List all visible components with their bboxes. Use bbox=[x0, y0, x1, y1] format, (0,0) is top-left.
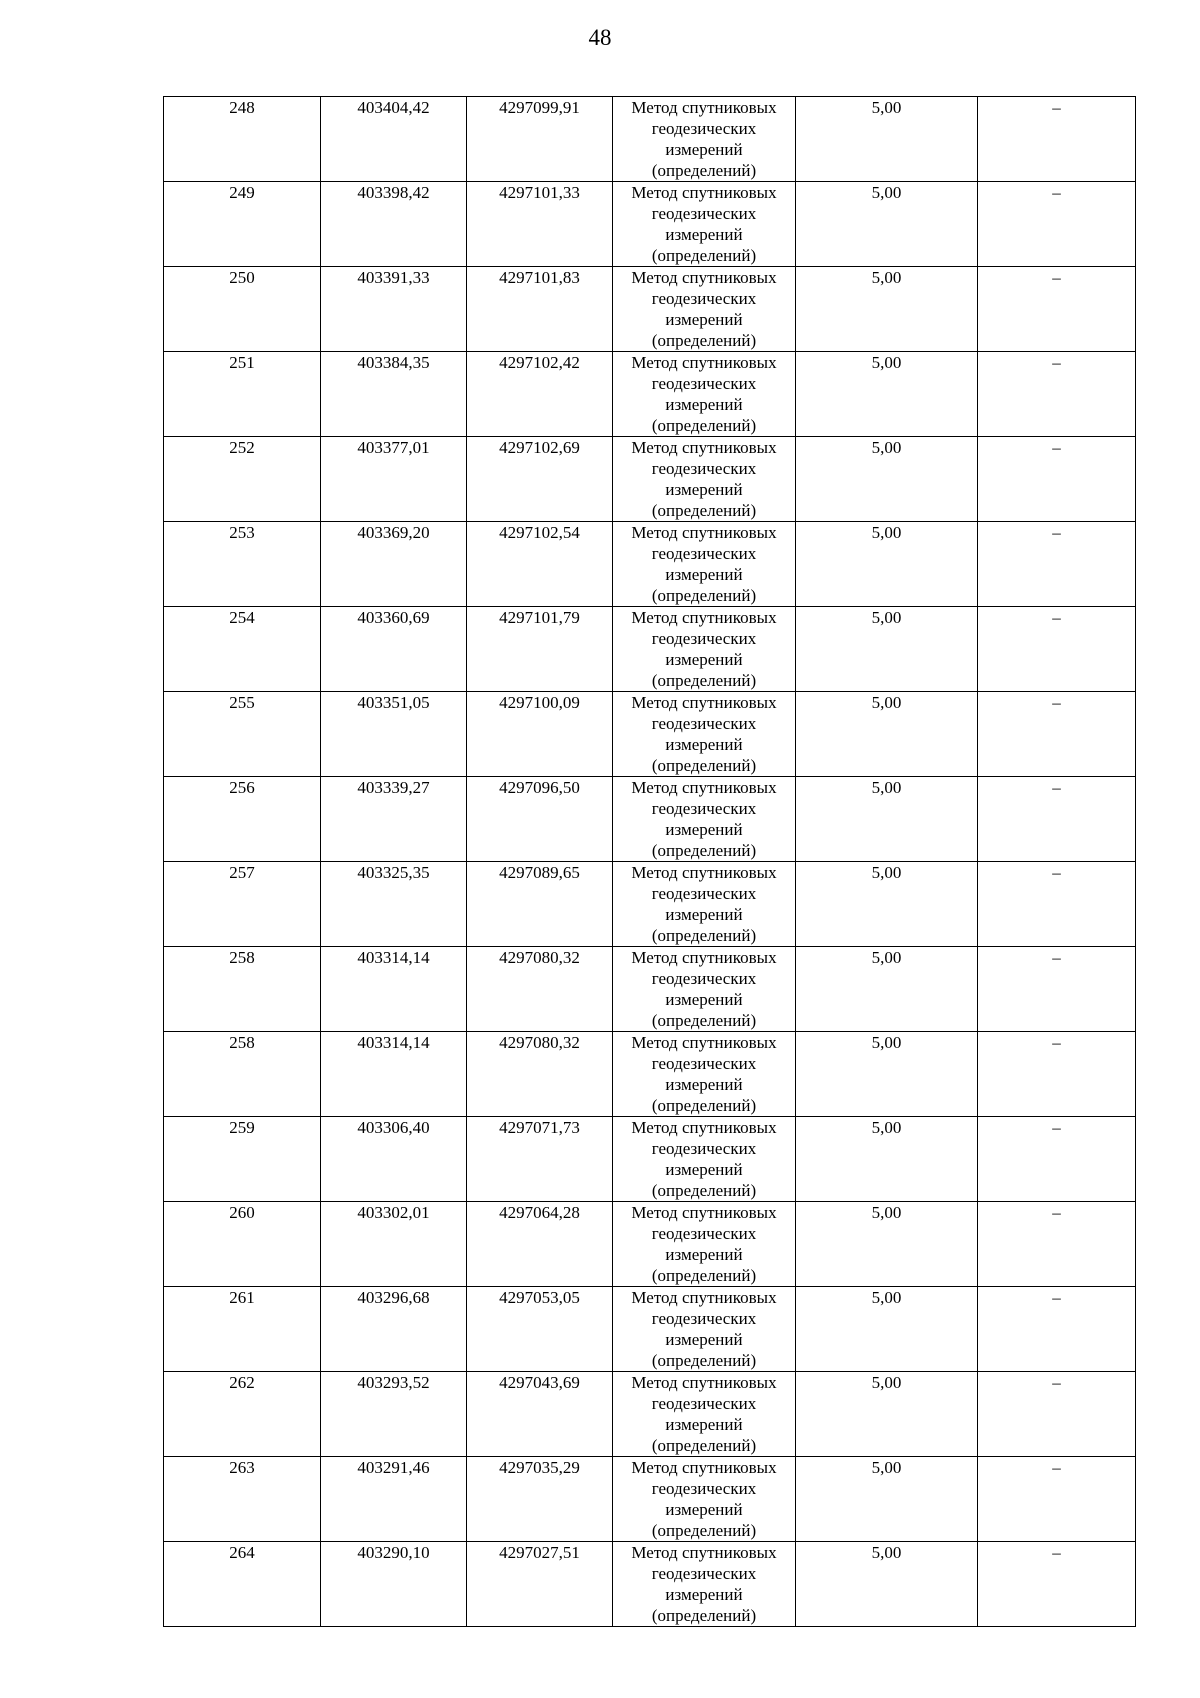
method-text-line: измерений bbox=[665, 480, 743, 499]
method-text-line: Метод спутниковых bbox=[631, 268, 777, 287]
precision-cell: 5,00 bbox=[796, 1287, 978, 1372]
y-coordinate-cell: 4297101,83 bbox=[467, 267, 613, 352]
method-text-line: Метод спутниковых bbox=[631, 778, 777, 797]
table-row bbox=[164, 1117, 1136, 1202]
method-text-line: геодезических bbox=[651, 1564, 757, 1583]
method-text-line: геодезических bbox=[651, 1394, 757, 1413]
table-row bbox=[164, 1542, 1136, 1627]
description-cell: – bbox=[978, 267, 1136, 352]
description-cell: – bbox=[978, 692, 1136, 777]
method-cell bbox=[613, 352, 796, 437]
description-cell: – bbox=[978, 1372, 1136, 1457]
method-text-line: измерений bbox=[665, 565, 743, 584]
y-coordinate-cell: 4297101,33 bbox=[467, 182, 613, 267]
method-text-line: (определений) bbox=[651, 331, 757, 350]
method-text-line: геодезических bbox=[651, 459, 757, 478]
point-number-cell: 260 bbox=[164, 1202, 321, 1287]
method-text-line: (определений) bbox=[651, 1521, 757, 1540]
method-text-line: геодезических bbox=[651, 544, 757, 563]
method-text-line: измерений bbox=[665, 735, 743, 754]
method-text-line: Метод спутниковых bbox=[631, 1458, 777, 1477]
precision-cell: 5,00 bbox=[796, 947, 978, 1032]
point-number-cell: 259 bbox=[164, 1117, 321, 1202]
precision-cell: 5,00 bbox=[796, 182, 978, 267]
method-text-line: измерений bbox=[665, 310, 743, 329]
x-coordinate-cell: 403404,42 bbox=[321, 97, 467, 182]
point-number-cell: 257 bbox=[164, 862, 321, 947]
y-coordinate-cell: 4297027,51 bbox=[467, 1542, 613, 1627]
x-coordinate-cell: 403293,52 bbox=[321, 1372, 467, 1457]
y-coordinate-cell: 4297102,69 bbox=[467, 437, 613, 522]
x-coordinate-cell: 403302,01 bbox=[321, 1202, 467, 1287]
description-cell: – bbox=[978, 1457, 1136, 1542]
method-text-line: геодезических bbox=[651, 884, 757, 903]
x-coordinate-cell: 403339,27 bbox=[321, 777, 467, 862]
method-text-line: измерений bbox=[665, 1245, 743, 1264]
table-row bbox=[164, 1202, 1136, 1287]
x-coordinate-cell: 403391,33 bbox=[321, 267, 467, 352]
method-text-line: (определений) bbox=[651, 246, 757, 265]
method-cell bbox=[613, 862, 796, 947]
precision-cell: 5,00 bbox=[796, 522, 978, 607]
method-text-line: измерений bbox=[665, 1415, 743, 1434]
method-text-line: измерений bbox=[665, 1585, 743, 1604]
method-cell bbox=[613, 1202, 796, 1287]
method-text-line: геодезических bbox=[651, 1139, 757, 1158]
y-coordinate-cell: 4297035,29 bbox=[467, 1457, 613, 1542]
method-text-line: измерений bbox=[665, 395, 743, 414]
y-coordinate-cell: 4297080,32 bbox=[467, 1032, 613, 1117]
method-text-line: геодезических bbox=[651, 1309, 757, 1328]
point-number-cell: 253 bbox=[164, 522, 321, 607]
method-text-line: геодезических bbox=[651, 1224, 757, 1243]
y-coordinate-cell: 4297096,50 bbox=[467, 777, 613, 862]
point-number-cell: 248 bbox=[164, 97, 321, 182]
method-text-line: Метод спутниковых bbox=[631, 863, 777, 882]
table-body bbox=[164, 97, 1136, 1627]
point-number-cell: 250 bbox=[164, 267, 321, 352]
table-row bbox=[164, 97, 1136, 182]
precision-cell: 5,00 bbox=[796, 352, 978, 437]
table-row bbox=[164, 1372, 1136, 1457]
method-text-line: Метод спутниковых bbox=[631, 98, 777, 117]
y-coordinate-cell: 4297100,09 bbox=[467, 692, 613, 777]
method-text-line: Метод спутниковых bbox=[631, 1543, 777, 1562]
page-number: 48 bbox=[588, 25, 612, 50]
method-text-line: геодезических bbox=[651, 289, 757, 308]
method-text-line: измерений bbox=[665, 820, 743, 839]
method-text-line: (определений) bbox=[651, 841, 757, 860]
y-coordinate-cell: 4297102,42 bbox=[467, 352, 613, 437]
method-cell bbox=[613, 267, 796, 352]
method-text-line: Метод спутниковых bbox=[631, 353, 777, 372]
x-coordinate-cell: 403325,35 bbox=[321, 862, 467, 947]
method-text-line: Метод спутниковых bbox=[631, 183, 777, 202]
x-coordinate-cell: 403306,40 bbox=[321, 1117, 467, 1202]
method-text-line: Метод спутниковых bbox=[631, 608, 777, 627]
x-coordinate-cell: 403351,05 bbox=[321, 692, 467, 777]
description-cell: – bbox=[978, 1287, 1136, 1372]
method-text-line: Метод спутниковых bbox=[631, 1118, 777, 1137]
method-text-line: Метод спутниковых bbox=[631, 523, 777, 542]
method-text-line: Метод спутниковых bbox=[631, 1373, 777, 1392]
point-number-cell: 252 bbox=[164, 437, 321, 522]
description-cell: – bbox=[978, 1542, 1136, 1627]
table-row bbox=[164, 777, 1136, 862]
x-coordinate-cell: 403369,20 bbox=[321, 522, 467, 607]
y-coordinate-cell: 4297053,05 bbox=[467, 1287, 613, 1372]
table-row bbox=[164, 182, 1136, 267]
description-cell: – bbox=[978, 97, 1136, 182]
x-coordinate-cell: 403291,46 bbox=[321, 1457, 467, 1542]
description-cell: – bbox=[978, 862, 1136, 947]
method-cell bbox=[613, 692, 796, 777]
table-row bbox=[164, 692, 1136, 777]
method-text-line: (определений) bbox=[651, 1266, 757, 1285]
point-number-cell: 264 bbox=[164, 1542, 321, 1627]
y-coordinate-cell: 4297101,79 bbox=[467, 607, 613, 692]
x-coordinate-cell: 403314,14 bbox=[321, 947, 467, 1032]
method-text-line: измерений bbox=[665, 905, 743, 924]
point-number-cell: 258 bbox=[164, 1032, 321, 1117]
description-cell: – bbox=[978, 182, 1136, 267]
method-text-line: геодезических bbox=[651, 629, 757, 648]
method-text-line: (определений) bbox=[651, 671, 757, 690]
table-row bbox=[164, 862, 1136, 947]
y-coordinate-cell: 4297064,28 bbox=[467, 1202, 613, 1287]
point-number-cell: 262 bbox=[164, 1372, 321, 1457]
method-text-line: геодезических bbox=[651, 969, 757, 988]
method-cell bbox=[613, 1542, 796, 1627]
x-coordinate-cell: 403377,01 bbox=[321, 437, 467, 522]
method-text-line: геодезических bbox=[651, 119, 757, 138]
precision-cell: 5,00 bbox=[796, 862, 978, 947]
method-text-line: (определений) bbox=[651, 1606, 757, 1625]
precision-cell: 5,00 bbox=[796, 777, 978, 862]
method-cell bbox=[613, 607, 796, 692]
method-cell bbox=[613, 97, 796, 182]
method-text-line: (определений) bbox=[651, 501, 757, 520]
description-cell: – bbox=[978, 1032, 1136, 1117]
point-number-cell: 249 bbox=[164, 182, 321, 267]
method-cell bbox=[613, 1457, 796, 1542]
method-cell bbox=[613, 437, 796, 522]
table-row bbox=[164, 1457, 1136, 1542]
method-text-line: геодезических bbox=[651, 1054, 757, 1073]
point-number-cell: 263 bbox=[164, 1457, 321, 1542]
precision-cell: 5,00 bbox=[796, 1457, 978, 1542]
method-text-line: измерений bbox=[665, 1160, 743, 1179]
method-cell bbox=[613, 777, 796, 862]
point-number-cell: 251 bbox=[164, 352, 321, 437]
method-text-line: (определений) bbox=[651, 1096, 757, 1115]
description-cell: – bbox=[978, 947, 1136, 1032]
method-text-line: (определений) bbox=[651, 1436, 757, 1455]
method-text-line: измерений bbox=[665, 1075, 743, 1094]
method-text-line: измерений bbox=[665, 225, 743, 244]
y-coordinate-cell: 4297102,54 bbox=[467, 522, 613, 607]
method-text-line: геодезических bbox=[651, 1479, 757, 1498]
method-text-line: Метод спутниковых bbox=[631, 438, 777, 457]
precision-cell: 5,00 bbox=[796, 607, 978, 692]
method-text-line: (определений) bbox=[651, 1181, 757, 1200]
table-row bbox=[164, 1287, 1136, 1372]
precision-cell: 5,00 bbox=[796, 1202, 978, 1287]
method-cell bbox=[613, 1032, 796, 1117]
description-cell: – bbox=[978, 522, 1136, 607]
method-text-line: геодезических bbox=[651, 799, 757, 818]
y-coordinate-cell: 4297089,65 bbox=[467, 862, 613, 947]
method-text-line: (определений) bbox=[651, 926, 757, 945]
table-row bbox=[164, 1032, 1136, 1117]
method-text-line: геодезических bbox=[651, 714, 757, 733]
method-text-line: Метод спутниковых bbox=[631, 1288, 777, 1307]
precision-cell: 5,00 bbox=[796, 1372, 978, 1457]
x-coordinate-cell: 403290,10 bbox=[321, 1542, 467, 1627]
method-text-line: (определений) bbox=[651, 1351, 757, 1370]
method-text-line: (определений) bbox=[651, 416, 757, 435]
precision-cell: 5,00 bbox=[796, 437, 978, 522]
y-coordinate-cell: 4297080,32 bbox=[467, 947, 613, 1032]
point-number-cell: 254 bbox=[164, 607, 321, 692]
precision-cell: 5,00 bbox=[796, 1542, 978, 1627]
point-number-cell: 256 bbox=[164, 777, 321, 862]
table-row bbox=[164, 267, 1136, 352]
table-row bbox=[164, 947, 1136, 1032]
precision-cell: 5,00 bbox=[796, 1117, 978, 1202]
point-number-cell: 261 bbox=[164, 1287, 321, 1372]
y-coordinate-cell: 4297099,91 bbox=[467, 97, 613, 182]
method-text-line: геодезических bbox=[651, 374, 757, 393]
coordinates-table bbox=[163, 96, 1136, 1627]
method-cell bbox=[613, 1117, 796, 1202]
method-text-line: измерений bbox=[665, 140, 743, 159]
y-coordinate-cell: 4297043,69 bbox=[467, 1372, 613, 1457]
table-row bbox=[164, 352, 1136, 437]
x-coordinate-cell: 403398,42 bbox=[321, 182, 467, 267]
precision-cell: 5,00 bbox=[796, 267, 978, 352]
method-text-line: (определений) bbox=[651, 586, 757, 605]
method-cell bbox=[613, 1372, 796, 1457]
description-cell: – bbox=[978, 352, 1136, 437]
precision-cell: 5,00 bbox=[796, 97, 978, 182]
method-cell bbox=[613, 1287, 796, 1372]
method-text-line: Метод спутниковых bbox=[631, 1203, 777, 1222]
method-text-line: измерений bbox=[665, 1330, 743, 1349]
description-cell: – bbox=[978, 1202, 1136, 1287]
method-text-line: измерений bbox=[665, 990, 743, 1009]
point-number-cell: 255 bbox=[164, 692, 321, 777]
x-coordinate-cell: 403314,14 bbox=[321, 1032, 467, 1117]
point-number-cell: 258 bbox=[164, 947, 321, 1032]
method-cell bbox=[613, 947, 796, 1032]
method-cell bbox=[613, 182, 796, 267]
method-text-line: измерений bbox=[665, 1500, 743, 1519]
method-text-line: геодезических bbox=[651, 204, 757, 223]
description-cell: – bbox=[978, 777, 1136, 862]
method-text-line: Метод спутниковых bbox=[631, 693, 777, 712]
description-cell: – bbox=[978, 607, 1136, 692]
method-text-line: (определений) bbox=[651, 161, 757, 180]
method-text-line: (определений) bbox=[651, 756, 757, 775]
method-text-line: Метод спутниковых bbox=[631, 948, 777, 967]
description-cell: – bbox=[978, 437, 1136, 522]
x-coordinate-cell: 403360,69 bbox=[321, 607, 467, 692]
table-row bbox=[164, 522, 1136, 607]
description-cell: – bbox=[978, 1117, 1136, 1202]
y-coordinate-cell: 4297071,73 bbox=[467, 1117, 613, 1202]
precision-cell: 5,00 bbox=[796, 1032, 978, 1117]
method-cell bbox=[613, 522, 796, 607]
x-coordinate-cell: 403296,68 bbox=[321, 1287, 467, 1372]
method-text-line: Метод спутниковых bbox=[631, 1033, 777, 1052]
method-text-line: (определений) bbox=[651, 1011, 757, 1030]
table-row bbox=[164, 607, 1136, 692]
table-row bbox=[164, 437, 1136, 522]
method-text-line: измерений bbox=[665, 650, 743, 669]
x-coordinate-cell: 403384,35 bbox=[321, 352, 467, 437]
precision-cell: 5,00 bbox=[796, 692, 978, 777]
